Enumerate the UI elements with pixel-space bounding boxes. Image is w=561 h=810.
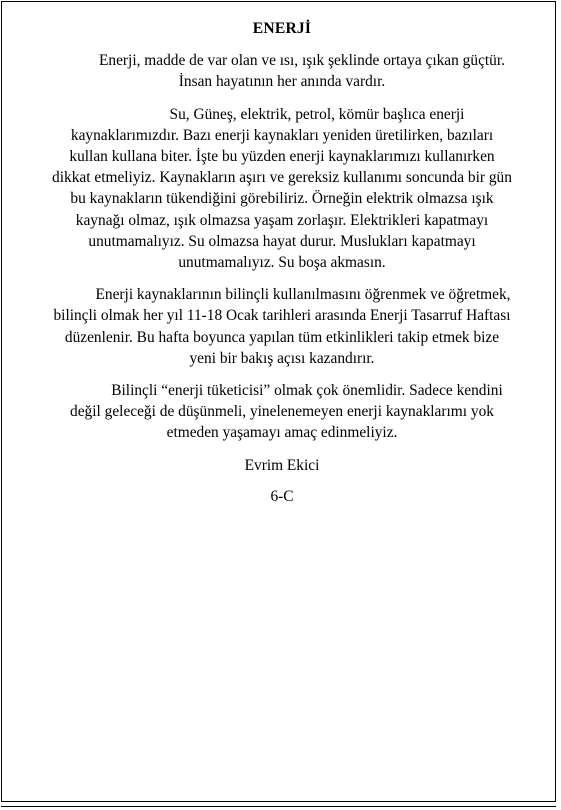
document-body [50, 18, 514, 517]
paragraph-4: Bilinçli “enerji tüketicisi” olmak çok önemlidir. Sadece kendini değil geleceği de düşünmeli, yinelenemeyen enerji kaynaklarımı yok etmeden yaşamayı amaç edinmeliyiz. [70, 382, 503, 442]
author-name: Evrim Ekici [244, 456, 320, 474]
paragraph-3: Enerji kaynaklarının bilinçli kullanılmasını öğrenmek ve öğretmek, bilinçli olmak her yıl 11-18 Ocak tarihleri arasında Enerji Tasarruf Haftası düzenlenir. Bu hafta boyunca yapılan tüm etkinlikleri takip etmek bize yeni bir bakış açısı kazandırır. [53, 286, 511, 367]
paragraph-1: Enerji, madde de var olan ve ısı, ışık şeklinde ortaya çıkan güçtür. İnsan hayatının her anında vardır. [98, 52, 506, 91]
paragraph-2: Su, Güneş, elektrik, petrol, kömür başlıca enerji kaynaklarımızdır. Bazı enerji kaynakları yeniden üretilirken, bazıları kullan kullana biter. İşte bu yüzden enerji kaynaklarımızı kullanırken dikkat etmeliyiz. Kaynakların aşırı ve gereksiz kullanımı soncunda bir gün bu kaynakların tükendiğini görebiliriz. Örneğin elektrik olmazsa ışık kaynağı olmaz, ışık olmazsa yaşam zorlaşır. Elektrikleri kapatmayı unutmamalıyız. Su olmazsa hayat durur. Muslukları kapatmayı unutmamalıyız. Su boşa akmasın. [52, 105, 512, 272]
document-title: ENERJİ [252, 20, 312, 37]
class-label: 6-C [270, 487, 294, 505]
document-page [1, 1, 556, 802]
page-bottom-border [1, 806, 556, 807]
